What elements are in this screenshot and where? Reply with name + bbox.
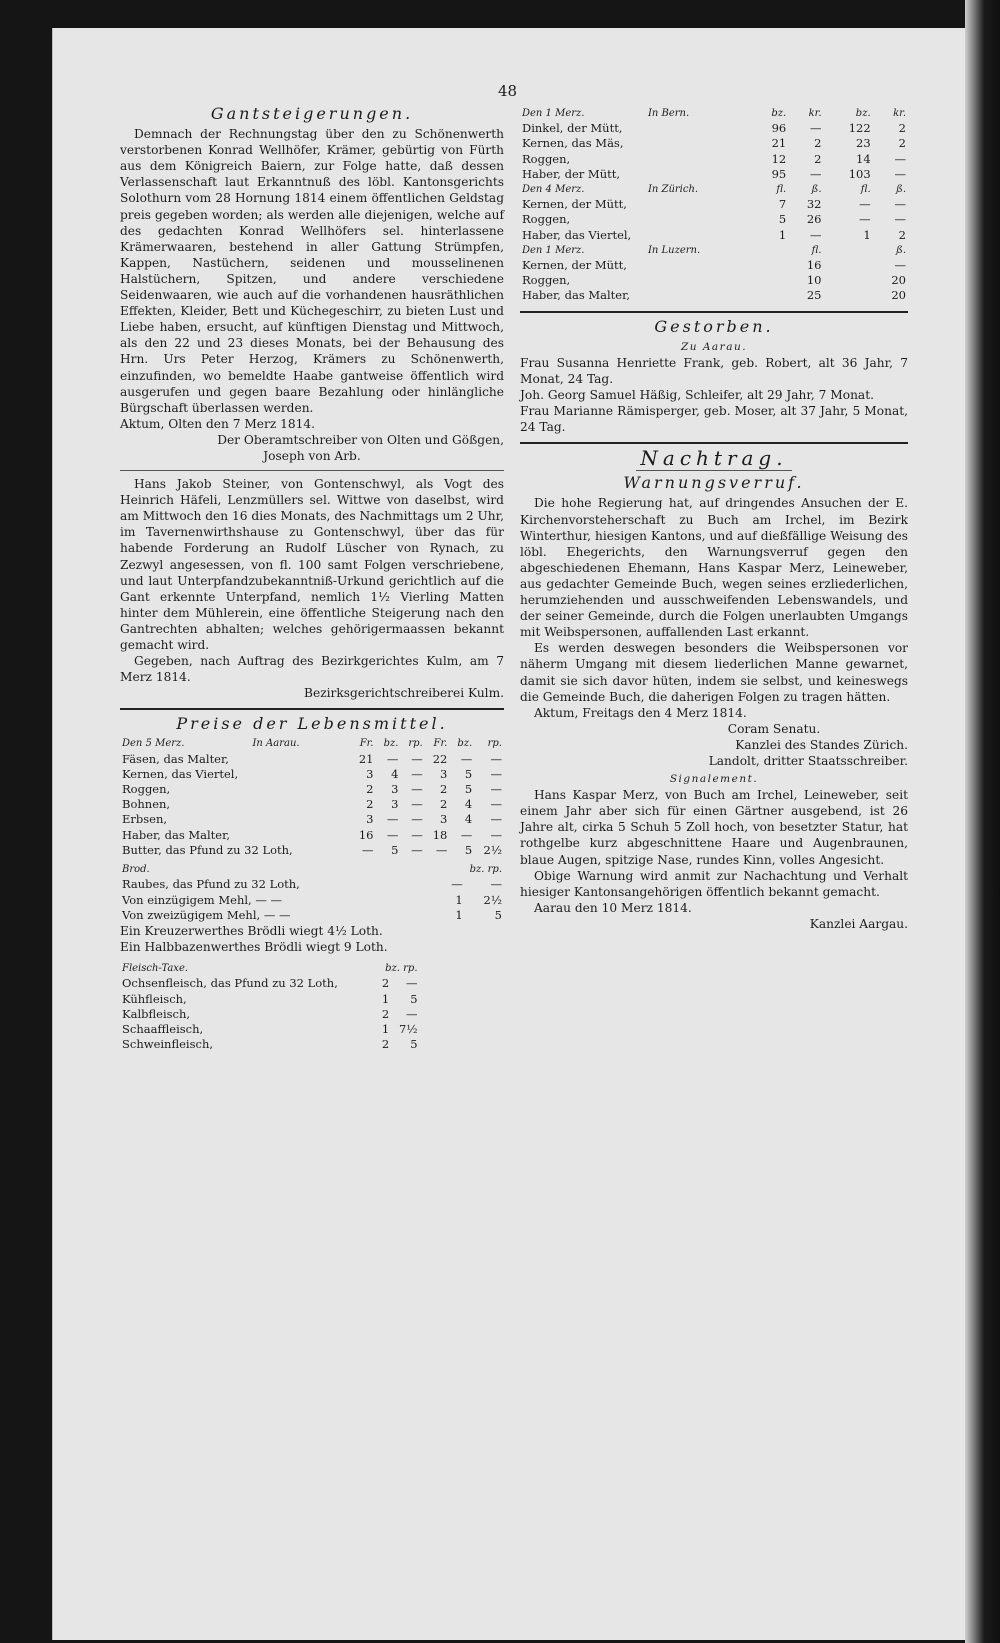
value-cell: — <box>411 827 423 842</box>
item-cell: Roggen, <box>522 273 571 288</box>
value-cell: 2 <box>381 1037 390 1052</box>
item-cell: Von zweizügigem Mehl, — — <box>122 907 291 922</box>
value-cell: — <box>451 877 463 892</box>
item-cell: Haber, das Malter, <box>522 288 630 303</box>
bern-header <box>520 106 908 121</box>
item-cell: Von einzügigem Mehl, — — <box>122 892 282 907</box>
warnung-paragraph-2: Es werden deswegen besonders die Weibspersonen vor näherm Umgang mit diesem liederlichen Manne gewarnet, damit sie sich davor hüten, indem sie selbst, und keineswegs die Gemeinde Buch, die daherigen Folgen zu tragen hätten. <box>520 641 908 704</box>
item-cell: Kernen, der Mütt, <box>522 197 627 212</box>
death-entry: Joh. Georg Samuel Häßig, Schleifer, alt 29 Jahr, 7 Monat. <box>520 388 874 403</box>
value-cell: 5 <box>410 1037 418 1052</box>
gestorben-place: Zu Aarau. <box>680 340 748 353</box>
aarau-table-header <box>120 736 504 751</box>
value-cell: 7 <box>778 197 787 212</box>
header-cell: rp. <box>487 738 502 750</box>
item-cell: Roggen, <box>122 782 171 797</box>
gant-signature-office: Der Oberamtschreiber von Olten und Gößgen, <box>217 432 504 447</box>
item-cell: Schaaffleisch, <box>122 1021 204 1036</box>
table-row <box>520 273 908 288</box>
value-cell: — <box>490 766 502 781</box>
value-cell: — <box>411 797 423 812</box>
value-cell: — <box>490 827 502 842</box>
table-row <box>120 828 504 843</box>
section-rule <box>520 311 908 313</box>
table-row <box>120 992 420 1007</box>
prices-title: Preise der Lebensmittel. <box>176 714 448 734</box>
value-cell: 20 <box>891 273 906 288</box>
value-cell: — <box>894 166 906 181</box>
brod-header <box>120 862 504 877</box>
value-cell: 1 <box>381 1021 390 1036</box>
header-cell: Fr. <box>359 738 374 750</box>
item-cell: Kernen, der Mütt, <box>522 258 627 273</box>
fleisch-label: Fleisch-Taxe. <box>122 963 189 975</box>
table-row <box>120 877 504 892</box>
brod-units: bz. rp. <box>469 864 502 876</box>
brod-weight-2: Ein Halbbazenwerthes Brödli wiegt 9 Loth. <box>120 940 388 954</box>
value-cell: 16 <box>358 827 374 842</box>
table-row <box>120 893 504 908</box>
value-cell: — <box>386 812 399 827</box>
item-cell: Dinkel, der Mütt, <box>522 121 623 136</box>
value-cell: — <box>386 751 399 766</box>
table-row <box>520 212 908 227</box>
value-cell: 5 <box>464 842 473 857</box>
value-cell: — <box>859 212 871 227</box>
header-cell: Den 4 Merz. <box>522 184 585 196</box>
header-cell: bz. <box>771 108 787 119</box>
value-cell: 2½ <box>483 842 502 857</box>
value-cell: — <box>894 151 906 166</box>
value-cell: — <box>435 842 448 857</box>
kanzlei-zurich: Kanzlei des Standes Zürich. <box>735 737 908 752</box>
table-row <box>120 976 420 991</box>
value-cell: 23 <box>856 136 871 151</box>
item-cell: Haber, das Viertel, <box>522 227 632 242</box>
value-cell: — <box>490 782 502 797</box>
header-cell: fl. <box>776 184 787 196</box>
value-cell: 26 <box>806 212 822 227</box>
header-cell: Den 1 Merz. <box>522 244 585 256</box>
value-cell: 103 <box>848 166 871 181</box>
warnung-date: Aktum, Freitags den 4 Merz 1814. <box>534 705 747 720</box>
warnung-title: Warnungsverruf. <box>623 473 805 493</box>
value-cell: 2 <box>366 782 374 797</box>
bern-price-table <box>520 106 908 304</box>
death-entry: Frau Marianne Rämisperger, geb. Moser, alt 37 Jahr, 5 Monat, 24 Tag. <box>520 404 908 435</box>
value-cell: 3 <box>440 766 448 781</box>
brod-label: Brod. <box>122 864 150 876</box>
value-cell: 2 <box>381 1006 390 1021</box>
header-cell: In Luzern. <box>647 244 701 256</box>
fleisch-header <box>120 961 420 976</box>
spacer-cell <box>824 273 873 288</box>
value-cell: 3 <box>440 812 448 827</box>
item-cell: Schweinfleisch, <box>122 1037 214 1052</box>
value-cell: 7½ <box>399 1021 418 1036</box>
value-cell: — <box>894 197 906 212</box>
item-cell: Kalbfleisch, <box>122 1006 191 1021</box>
spacer-cell <box>824 288 873 303</box>
value-cell: — <box>859 197 871 212</box>
value-cell: 1 <box>455 892 463 907</box>
header-cell: bz. <box>457 738 473 750</box>
left-column <box>120 104 504 1052</box>
value-cell: 5 <box>391 842 399 857</box>
value-cell: 1 <box>863 227 871 242</box>
spacer-cell <box>752 288 788 303</box>
table-row <box>120 767 504 782</box>
gestorben-title: Gestorben. <box>654 316 774 336</box>
value-cell: 22 <box>432 751 448 766</box>
item-cell: Roggen, <box>522 212 571 227</box>
table-row <box>120 1037 420 1052</box>
value-cell: 2 <box>440 782 448 797</box>
aarau-price-table <box>120 736 504 858</box>
header-cell: Den 1 Merz. <box>522 108 585 119</box>
nachtrag-title: Nachtrag. <box>640 446 788 471</box>
header-cell: Den 5 Merz. <box>122 738 185 750</box>
table-row <box>520 136 908 151</box>
value-cell: 4 <box>391 766 399 781</box>
value-cell: — <box>406 976 418 991</box>
brod-weight-1: Ein Kreuzerwerthes Brödli wiegt 4½ Loth. <box>120 923 383 938</box>
divider <box>120 470 504 471</box>
value-cell: — <box>386 827 399 842</box>
item-cell: Roggen, <box>522 151 571 166</box>
item-cell: Fäsen, das Malter, <box>122 751 229 766</box>
value-cell: 4 <box>464 812 473 827</box>
value-cell: 5 <box>494 907 502 922</box>
value-cell: 12 <box>771 151 787 166</box>
value-cell: 3 <box>391 782 399 797</box>
value-cell: — <box>411 766 423 781</box>
table-row <box>120 843 504 858</box>
value-cell: 2 <box>381 976 390 991</box>
value-cell: — <box>490 877 502 892</box>
fleisch-table <box>120 961 420 1052</box>
right-column <box>520 106 908 932</box>
value-cell: 20 <box>891 288 906 303</box>
obige-paragraph: Obige Warnung wird anmit zur Nachachtung und Verhalt hiesiger Kantonsangehörigen öffentlich bekannt gemacht. <box>520 868 908 899</box>
value-cell: 5 <box>464 782 473 797</box>
value-cell: 10 <box>806 273 822 288</box>
value-cell: 21 <box>358 751 374 766</box>
header-cell: bz. <box>383 738 399 750</box>
header-cell: fl. <box>860 184 871 196</box>
value-cell: 5 <box>778 212 787 227</box>
luzern-header <box>520 243 908 258</box>
gant-paragraph-2: Hans Jakob Steiner, von Gontenschwyl, als Vogt des Heinrich Häfeli, Lenzmüllers sel. Wittwe von daselbst, wird am Mittwoch den 16 dies Monats, des Nachmittags um 2 Uhr, im Tavernenwirthshause zu Gontenschwyl, über das für habende Forderung an Rudolf Lüscher von Rynach, zu Zezwyl angesessen, von fl. 100 samt Folgen verschriebene, und laut Unterpfandzubekanntniß-Urkund gerichtlich auf die Gant erkennte Unterpfand, nemlich 1½ Vierling Matten hinter dem Mühlerein, eine öffentliche Steigerung nach den Gantrechten abhalten; welches gehörigermaassen bekannt gemacht wird. <box>120 477 504 652</box>
table-row <box>520 288 908 303</box>
value-cell: 2½ <box>483 892 502 907</box>
value-cell: 3 <box>366 766 374 781</box>
page-number: 48 <box>498 82 518 100</box>
gant-title: Gantsteigerungen. <box>210 104 414 123</box>
header-cell: bz. <box>855 108 871 119</box>
item-cell: Haber, der Mütt, <box>522 166 620 181</box>
table-row <box>520 121 908 136</box>
table-row <box>520 152 908 167</box>
value-cell: — <box>406 1006 418 1021</box>
header-cell: ß. <box>811 184 822 196</box>
table-row <box>120 1007 420 1022</box>
gant-date: Aktum, Olten den 7 Merz 1814. <box>120 416 316 431</box>
table-row <box>520 258 908 273</box>
item-cell: Bohnen, <box>122 797 171 812</box>
spacer-cell <box>752 243 788 258</box>
header-cell: rp. <box>408 738 423 750</box>
table-row <box>520 228 908 243</box>
item-cell: Haber, das Malter, <box>122 827 230 842</box>
header-cell: In Zürich. <box>647 184 699 196</box>
kanzlei-aargau: Kanzlei Aargau. <box>809 916 908 931</box>
value-cell: 2 <box>440 797 448 812</box>
value-cell: 5 <box>464 766 473 781</box>
value-cell: 2 <box>814 136 822 151</box>
warnung-paragraph-1: Die hohe Regierung hat, auf dringendes Ansuchen der E. Kirchenvorsteherschaft zu Buch am Irchel, im Bezirk Winterthur, hiesigen Kantons, und auf dießfällige Weisung des löbl. Ehegerichts, den Warnungsverruf gegen den abgeschiedenen Ehemann, Hans Kaspar Merz, Leineweber, aus gedachter Gemeinde Buch, wegen seines erzliederlichen, herumziehenden und ausschweifenden Lebenswandels, und der seiner Gemeinde, durch die Folgen unerlaubten Umgangs mit Weibspersonen, auffallenden Last erkannt. <box>520 496 908 640</box>
value-cell: 2 <box>898 136 906 151</box>
value-cell: — <box>894 258 906 273</box>
value-cell: — <box>411 782 423 797</box>
header-cell: Fr. <box>433 738 448 750</box>
item-cell: Ochsenfleisch, das Pfund zu 32 Loth, <box>122 976 338 991</box>
header-cell: ß. <box>896 244 906 256</box>
item-cell: Kernen, das Viertel, <box>122 766 239 781</box>
value-cell: 5 <box>410 991 418 1006</box>
header-cell: In Aarau. <box>252 738 300 750</box>
value-cell: 2 <box>814 151 822 166</box>
value-cell: 14 <box>856 151 871 166</box>
value-cell: — <box>490 751 502 766</box>
header-cell: kr. <box>808 108 822 119</box>
signalement-paragraph: Hans Kaspar Merz, von Buch am Irchel, Leineweber, seit einem Jahr aber sich für einen Gärtner ausgebend, ist 26 Jahre alt, cirka 5 Schuh 5 Zoll hoch, von besetzter Statur, hat rothgelbe kurz abgeschnittene Haare und Augenbraunen, blaue Augen, spitzige Nase, rundes Kinn, volles Angesicht. <box>520 788 908 867</box>
value-cell: 1 <box>381 991 390 1006</box>
death-entry: Frau Susanna Henriette Frank, geb. Robert, alt 36 Jahr, 7 Monat, 24 Tag. <box>520 355 908 386</box>
item-cell: Erbsen, <box>122 812 168 827</box>
gant-paragraph-2-date: Gegeben, nach Auftrag des Bezirkgerichtes Kulm, am 7 Merz 1814. <box>120 654 504 685</box>
value-cell: 21 <box>771 136 787 151</box>
signalement-title: Signalement. <box>669 773 759 786</box>
value-cell: — <box>460 751 473 766</box>
gant-paragraph-2-signature: Bezirksgerichtschreiberei Kulm. <box>304 686 504 701</box>
table-row <box>520 197 908 212</box>
brod-table <box>120 862 504 923</box>
divider <box>636 470 791 471</box>
value-cell: — <box>411 751 423 766</box>
spacer-cell <box>824 243 873 258</box>
value-cell: — <box>810 227 822 242</box>
table-row <box>120 797 504 812</box>
header-cell: kr. <box>893 108 906 119</box>
value-cell: 2 <box>366 797 374 812</box>
landolt-signature: Landolt, dritter Staatsschreiber. <box>708 753 908 768</box>
value-cell: — <box>810 121 822 136</box>
value-cell: 96 <box>771 121 787 136</box>
fleisch-units: bz. rp. <box>385 963 418 975</box>
table-row <box>120 812 504 827</box>
table-row <box>520 167 908 182</box>
value-cell: 2 <box>898 121 906 136</box>
value-cell: — <box>460 827 473 842</box>
aarau-date: Aarau den 10 Merz 1814. <box>534 900 692 915</box>
gant-paragraph-1: Demnach der Rechnungstag über den zu Schönenwerth verstorbenen Konrad Wellhöfer, Krämer, gebürtig von Fürth aus dem Königreich Baiern, zur Folge hatte, daß dessen Verlassenschaft laut Erkanntnuß des löbl. Kantonsgerichts Solothurn vom 28 Hornung 1814 einem öffentlichen Geldstag preis gegeben worden; als werden alle diejenigen, welche auf des gedachten Konrad Wellhöfers sel. hinterlassene Krämerwaaren, bestehend in aller Gattung Strümpfen, Kappen, Nastüchern, seidenen und mousselinenen Halstüchern, Spitzen, und andere verschiedene Seidenwaaren, wie auch auf die vorhandenen hausräthlichen Effekten, Kleider, Bett und Küchegeschirr, zu bieten Lust und Liebe haben, ersucht, auf künftigen Dienstag und Mittwoch, als den 22 und 23 dieses Monats, bei der Behausung des Hrn. Urs Peter Herzog, Krämers zu Schönenwerth, einzufinden, wo bemeldte Haabe gantweise öffentlich wird ausgerufen und gegen baare Bezahlung oder hinlängliche Bürgschaft überlassen werden. <box>120 127 504 415</box>
item-cell: Butter, das Pfund zu 32 Loth, <box>122 842 293 857</box>
table-row <box>120 908 504 923</box>
value-cell: 122 <box>848 121 871 136</box>
value-cell: — <box>894 212 906 227</box>
coram-senatu: Coram Senatu. <box>727 721 821 736</box>
value-cell: — <box>490 797 502 812</box>
value-cell: 18 <box>432 827 448 842</box>
table-row <box>120 1022 420 1037</box>
item-cell: Raubes, das Pfund zu 32 Loth, <box>122 877 300 892</box>
value-cell: 95 <box>771 166 787 181</box>
zurich-header <box>520 182 908 197</box>
value-cell: — <box>362 842 374 857</box>
spacer-cell <box>752 273 788 288</box>
spacer-cell <box>752 258 788 273</box>
section-rule <box>520 442 908 444</box>
value-cell: 3 <box>391 797 399 812</box>
page-fold-shadow <box>965 0 1000 1643</box>
value-cell: 3 <box>366 812 374 827</box>
value-cell: — <box>411 842 423 857</box>
table-row <box>120 752 504 767</box>
value-cell: — <box>810 166 822 181</box>
value-cell: — <box>411 812 423 827</box>
value-cell: 25 <box>806 288 822 303</box>
gant-signature-name: Joseph von Arb. <box>263 448 361 463</box>
header-cell: In Bern. <box>647 108 690 119</box>
header-cell: ß. <box>896 184 906 196</box>
value-cell: 32 <box>806 197 822 212</box>
value-cell: — <box>490 812 502 827</box>
header-cell: fl. <box>811 244 822 256</box>
spacer-cell <box>824 258 873 273</box>
value-cell: 4 <box>464 797 473 812</box>
table-row <box>120 782 504 797</box>
value-cell: 1 <box>455 907 463 922</box>
value-cell: 16 <box>806 258 822 273</box>
item-cell: Kühfleisch, <box>122 991 187 1006</box>
section-rule <box>120 708 504 710</box>
value-cell: 1 <box>778 227 787 242</box>
item-cell: Kernen, das Mäs, <box>522 136 624 151</box>
value-cell: 2 <box>898 227 906 242</box>
